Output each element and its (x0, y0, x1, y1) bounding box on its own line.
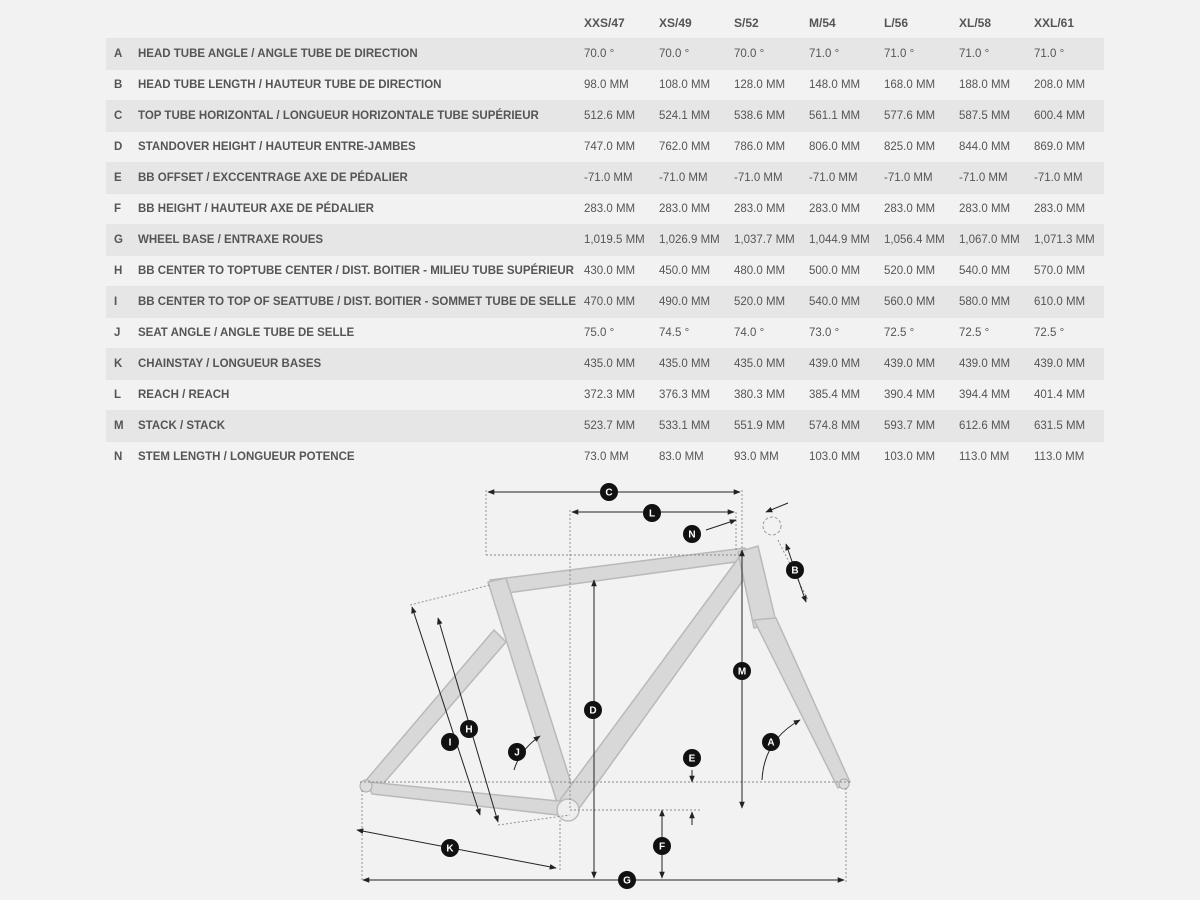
row-value: -71.0 MM (879, 163, 954, 194)
row-label: BB OFFSET / EXCCENTRAGE AXE DE PÉDALIER (133, 163, 579, 194)
row-value: 470.0 MM (579, 287, 654, 318)
row-value: 612.6 MM (954, 411, 1029, 442)
row-value: 103.0 MM (879, 442, 954, 473)
row-value: 283.0 MM (729, 194, 804, 225)
row-value: 73.0 ° (804, 318, 879, 349)
row-value: 762.0 MM (654, 132, 729, 163)
badge-k (441, 839, 459, 857)
row-letter: H (106, 256, 133, 287)
front-axle (839, 779, 849, 789)
row-letter: M (106, 411, 133, 442)
row-value: 74.0 ° (729, 318, 804, 349)
row-value: 593.7 MM (879, 411, 954, 442)
row-value: 1,067.0 MM (954, 225, 1029, 256)
row-value: 439.0 MM (879, 349, 954, 380)
badge-f (653, 837, 671, 855)
row-label: REACH / REACH (133, 380, 579, 411)
bike-frame-drawing (362, 546, 850, 816)
badge-letter: G (623, 875, 631, 887)
row-value: 70.0 ° (579, 39, 654, 70)
row-letter: D (106, 132, 133, 163)
badge-letter: I (448, 737, 452, 749)
row-value: 577.6 MM (879, 101, 954, 132)
table-row (106, 132, 1104, 163)
row-value: 560.0 MM (879, 287, 954, 318)
table-row (106, 101, 1104, 132)
row-label: SEAT ANGLE / ANGLE TUBE DE SELLE (133, 318, 579, 349)
row-value: -71.0 MM (729, 163, 804, 194)
row-value: 480.0 MM (729, 256, 804, 287)
row-value: 533.1 MM (654, 411, 729, 442)
row-value: 401.4 MM (1029, 380, 1104, 411)
row-value: 70.0 ° (654, 39, 729, 70)
row-label: BB HEIGHT / HAUTEUR AXE DE PÉDALIER (133, 194, 579, 225)
badge-d (584, 701, 602, 719)
row-value: 435.0 MM (654, 349, 729, 380)
badge-l (643, 504, 661, 522)
badge-letter: M (737, 666, 747, 678)
row-value: 806.0 MM (804, 132, 879, 163)
row-value: 600.4 MM (1029, 101, 1104, 132)
row-value: 390.4 MM (879, 380, 954, 411)
geometry-table (106, 8, 1104, 472)
row-value: 500.0 MM (804, 256, 879, 287)
row-letter: B (106, 70, 133, 101)
badge-letter: C (605, 487, 613, 499)
size-header: L/56 (884, 16, 909, 30)
badge-g (618, 871, 636, 889)
row-value: 93.0 MM (729, 442, 804, 473)
row-value: 561.1 MM (804, 101, 879, 132)
row-letter: A (106, 39, 133, 70)
table-row (106, 442, 1104, 473)
row-value: 75.0 ° (579, 318, 654, 349)
row-value: 376.3 MM (654, 380, 729, 411)
row-letter: G (106, 225, 133, 256)
row-value: 71.0 ° (954, 39, 1029, 70)
row-label: WHEEL BASE / ENTRAXE ROUES (133, 225, 579, 256)
row-value: 524.1 MM (654, 101, 729, 132)
dimension-badges (441, 483, 804, 889)
table-row (106, 70, 1104, 101)
table-row (106, 318, 1104, 349)
size-header: XL/58 (959, 16, 992, 30)
row-letter: K (106, 349, 133, 380)
row-value: 283.0 MM (954, 194, 1029, 225)
row-value: 72.5 ° (879, 318, 954, 349)
row-letter: I (106, 287, 133, 318)
row-value: 580.0 MM (954, 287, 1029, 318)
row-letter: F (106, 194, 133, 225)
row-letter: L (106, 380, 133, 411)
badge-i (441, 733, 459, 751)
row-label: BB CENTER TO TOPTUBE CENTER / DIST. BOITIER - MILIEU TUBE SUPÉRIEUR (133, 256, 579, 287)
size-header-row (106, 8, 1104, 39)
row-value: 747.0 MM (579, 132, 654, 163)
row-value: 71.0 ° (1029, 39, 1104, 70)
row-value: 523.7 MM (579, 411, 654, 442)
row-value: 83.0 MM (654, 442, 729, 473)
row-value: 825.0 MM (879, 132, 954, 163)
size-header: XXL/61 (1034, 16, 1075, 30)
row-value: 430.0 MM (579, 256, 654, 287)
badge-m (733, 662, 751, 680)
row-value: -71.0 MM (654, 163, 729, 194)
row-value: 283.0 MM (879, 194, 954, 225)
row-value: 631.5 MM (1029, 411, 1104, 442)
row-value: 520.0 MM (729, 287, 804, 318)
row-value: -71.0 MM (954, 163, 1029, 194)
row-label: STEM LENGTH / LONGUEUR POTENCE (133, 442, 579, 473)
row-label: CHAINSTAY / LONGUEUR BASES (133, 349, 579, 380)
badge-c (600, 483, 618, 501)
row-value: 394.4 MM (954, 380, 1029, 411)
badge-a (762, 733, 780, 751)
row-value: 540.0 MM (804, 287, 879, 318)
row-value: 283.0 MM (654, 194, 729, 225)
row-label: HEAD TUBE ANGLE / ANGLE TUBE DE DIRECTION (133, 39, 579, 70)
row-value: 108.0 MM (654, 70, 729, 101)
row-value: 435.0 MM (729, 349, 804, 380)
row-value: 208.0 MM (1029, 70, 1104, 101)
row-letter: J (106, 318, 133, 349)
row-value: 1,019.5 MM (579, 225, 654, 256)
row-label: BB CENTER TO TOP OF SEATTUBE / DIST. BOITIER - SOMMET TUBE DE SELLE (133, 287, 579, 318)
row-letter: E (106, 163, 133, 194)
badge-letter: K (446, 843, 454, 855)
table-row (106, 349, 1104, 380)
row-value: 72.5 ° (954, 318, 1029, 349)
row-value: 71.0 ° (879, 39, 954, 70)
badge-letter: D (589, 705, 597, 717)
badge-letter: L (648, 508, 656, 520)
badge-h (460, 720, 478, 738)
row-value: 188.0 MM (954, 70, 1029, 101)
row-value: 587.5 MM (954, 101, 1029, 132)
row-value: 1,071.3 MM (1029, 225, 1104, 256)
badge-b (786, 561, 804, 579)
row-value: 73.0 MM (579, 442, 654, 473)
row-value: 372.3 MM (579, 380, 654, 411)
row-value: 551.9 MM (729, 411, 804, 442)
row-value: 103.0 MM (804, 442, 879, 473)
badge-j (508, 743, 526, 761)
row-value: 520.0 MM (879, 256, 954, 287)
row-value: 70.0 ° (729, 39, 804, 70)
row-label: TOP TUBE HORIZONTAL / LONGUEUR HORIZONTALE TUBE SUPÉRIEUR (133, 101, 579, 132)
steerer-marker (763, 517, 781, 535)
row-value: 869.0 MM (1029, 132, 1104, 163)
dimension-arrows (357, 492, 844, 880)
row-value: 168.0 MM (879, 70, 954, 101)
row-label: STANDOVER HEIGHT / HAUTEUR ENTRE-JAMBES (133, 132, 579, 163)
table-row (106, 39, 1104, 70)
table-row (106, 380, 1104, 411)
row-value: 570.0 MM (1029, 256, 1104, 287)
row-value: 98.0 MM (579, 70, 654, 101)
table-row (106, 256, 1104, 287)
badge-letter: F (658, 841, 666, 853)
row-value: 439.0 MM (804, 349, 879, 380)
size-header: S/52 (734, 16, 759, 30)
row-label: STACK / STACK (133, 411, 579, 442)
row-value: 128.0 MM (729, 70, 804, 101)
row-value: 439.0 MM (1029, 349, 1104, 380)
table-row (106, 163, 1104, 194)
row-value: 450.0 MM (654, 256, 729, 287)
row-value: 844.0 MM (954, 132, 1029, 163)
badge-letter: E (688, 753, 696, 765)
badge-letter: B (791, 565, 799, 577)
guide-lines (360, 487, 850, 882)
row-value: 1,044.9 MM (804, 225, 879, 256)
row-value: -71.0 MM (1029, 163, 1104, 194)
row-value: 786.0 MM (729, 132, 804, 163)
row-value: 283.0 MM (804, 194, 879, 225)
row-value: 72.5 ° (1029, 318, 1104, 349)
badge-letter: N (688, 529, 696, 541)
badge-n (683, 525, 701, 543)
badge-letter: J (514, 747, 520, 759)
row-value: 538.6 MM (729, 101, 804, 132)
row-value: 148.0 MM (804, 70, 879, 101)
row-value: 385.4 MM (804, 380, 879, 411)
table-row (106, 411, 1104, 442)
row-value: 380.3 MM (729, 380, 804, 411)
table-row (106, 225, 1104, 256)
row-value: -71.0 MM (579, 163, 654, 194)
row-value: 283.0 MM (579, 194, 654, 225)
row-value: 490.0 MM (654, 287, 729, 318)
row-value: 439.0 MM (954, 349, 1029, 380)
row-value: 113.0 MM (1029, 442, 1104, 473)
row-label: HEAD TUBE LENGTH / HAUTEUR TUBE DE DIRECTION (133, 70, 579, 101)
row-value: 1,026.9 MM (654, 225, 729, 256)
table-row (106, 287, 1104, 318)
row-value: 74.5 ° (654, 318, 729, 349)
size-header: M/54 (809, 16, 836, 30)
badge-letter: H (465, 724, 473, 736)
row-letter: C (106, 101, 133, 132)
size-header: XXS/47 (584, 16, 625, 30)
row-value: 283.0 MM (1029, 194, 1104, 225)
row-value: 574.8 MM (804, 411, 879, 442)
row-value: 512.6 MM (579, 101, 654, 132)
row-value: 1,056.4 MM (879, 225, 954, 256)
row-value: 435.0 MM (579, 349, 654, 380)
row-letter: N (106, 442, 133, 473)
frame-geometry-diagram (0, 470, 1200, 900)
row-value: 540.0 MM (954, 256, 1029, 287)
table-row (106, 194, 1104, 225)
row-value: 1,037.7 MM (729, 225, 804, 256)
size-header: XS/49 (659, 16, 692, 30)
row-value: 113.0 MM (954, 442, 1029, 473)
row-value: -71.0 MM (804, 163, 879, 194)
row-value: 71.0 ° (804, 39, 879, 70)
badge-e (683, 749, 701, 767)
badge-letter: A (767, 737, 775, 749)
row-value: 610.0 MM (1029, 287, 1104, 318)
